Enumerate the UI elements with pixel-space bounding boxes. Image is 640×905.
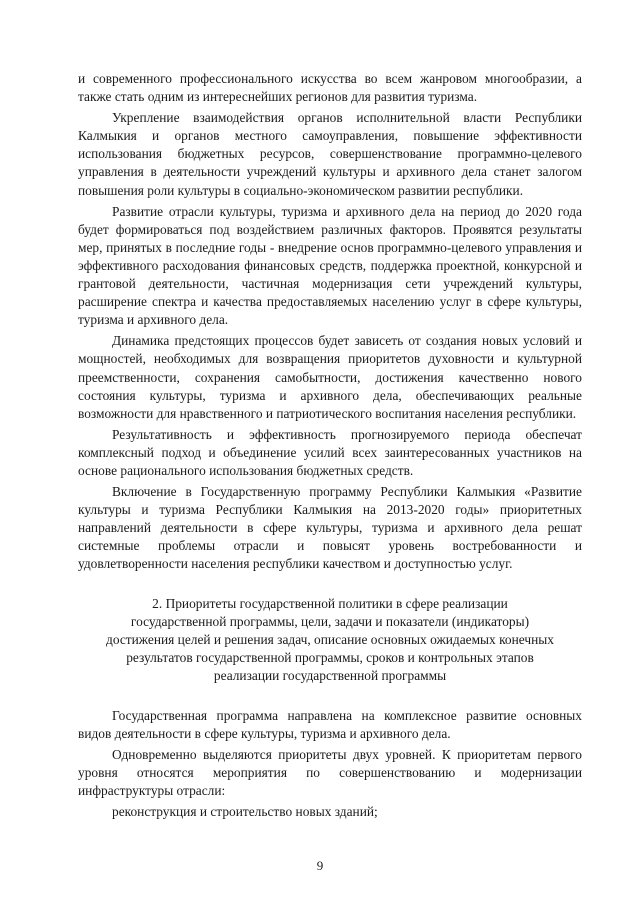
paragraph: Развитие отрасли культуры, туризма и архивного дела на период до 2020 года будет формироваться под воздействием различных факторов. Проявятся результаты мер, принятых в последние годы - внедрение основ программно-целевого управления и эффективного расходования финансовых средств, поддержка проектной, конкурсной и грантовой деятельности, частичная модернизация сети учреждений культуры, расширение спектра и качества предоставляемых населению услуг в сфере культуры, туризма и архивного дела.: [78, 203, 582, 328]
section-heading: [78, 595, 582, 685]
paragraph: Государственная программа направлена на комплексное развитие основных видов деятельности в сфере культуры, туризма и архивного дела.: [78, 708, 582, 742]
paragraph: Одновременно выделяются приоритеты двух уровней. К приоритетам первого уровня относятся мероприятия по совершенствованию и модернизации инфраструктуры отрасли:: [78, 747, 582, 799]
paragraph: и современного профессионального искусства во всем жанровом многообразии, а также стать одним из интереснейших регионов для развития туризма.: [78, 71, 582, 105]
heading-line: результатов государственной программы, сроков и контрольных этапов: [126, 649, 534, 665]
list-item: реконструкция и строительство новых зданий;: [112, 804, 378, 820]
paragraph: Динамика предстоящих процессов будет зависеть от создания новых условий и мощностей, необходимых для возвращения приоритетов духовности и культурной преемственности, сохранения самобытности, достижения качественно нового состояния культуры, туризма и архивного дела, обеспечивающих реальные возможности для нравственного и патриотического воспитания населения республики.: [78, 333, 582, 421]
heading-line: государственной программы, цели, задачи и показатели (индикаторы): [130, 613, 530, 629]
page-number: 9: [316, 858, 324, 873]
paragraph: Укрепление взаимодействия органов исполнительной власти Республики Калмыкия и органов местного самоуправления, повышение эффективности использования бюджетных ресурсов, совершенствование программно-целевого управления в деятельности учреждений культуры и архивного дела станет залогом повышения роли культуры в социально-экономическом развитии республики.: [78, 110, 582, 198]
heading-line: 2. Приоритеты государственной политики в сфере реализации: [152, 595, 508, 611]
heading-line: реализации государственной программы: [213, 667, 447, 683]
body-text: [78, 70, 582, 825]
paragraph: Включение в Государственную программу Республики Калмыкия «Развитие культуры и туризма Республики Калмыкия на 2013-2020 годы» приоритетных направлений деятельности в сфере культуры, туризма и архивного дела решат системные проблемы отрасли и повысят уровень востребованности и удовлетворенности населения республики качеством и доступностью услуг.: [78, 484, 582, 572]
heading-line: достижения целей и решения задач, описание основных ожидаемых конечных: [106, 631, 554, 647]
paragraph: Результативность и эффективность прогнозируемого периода обеспечат комплексный подход и объединение усилий всех заинтересованных участников на основе рационального использования бюджетных средств.: [78, 426, 582, 478]
